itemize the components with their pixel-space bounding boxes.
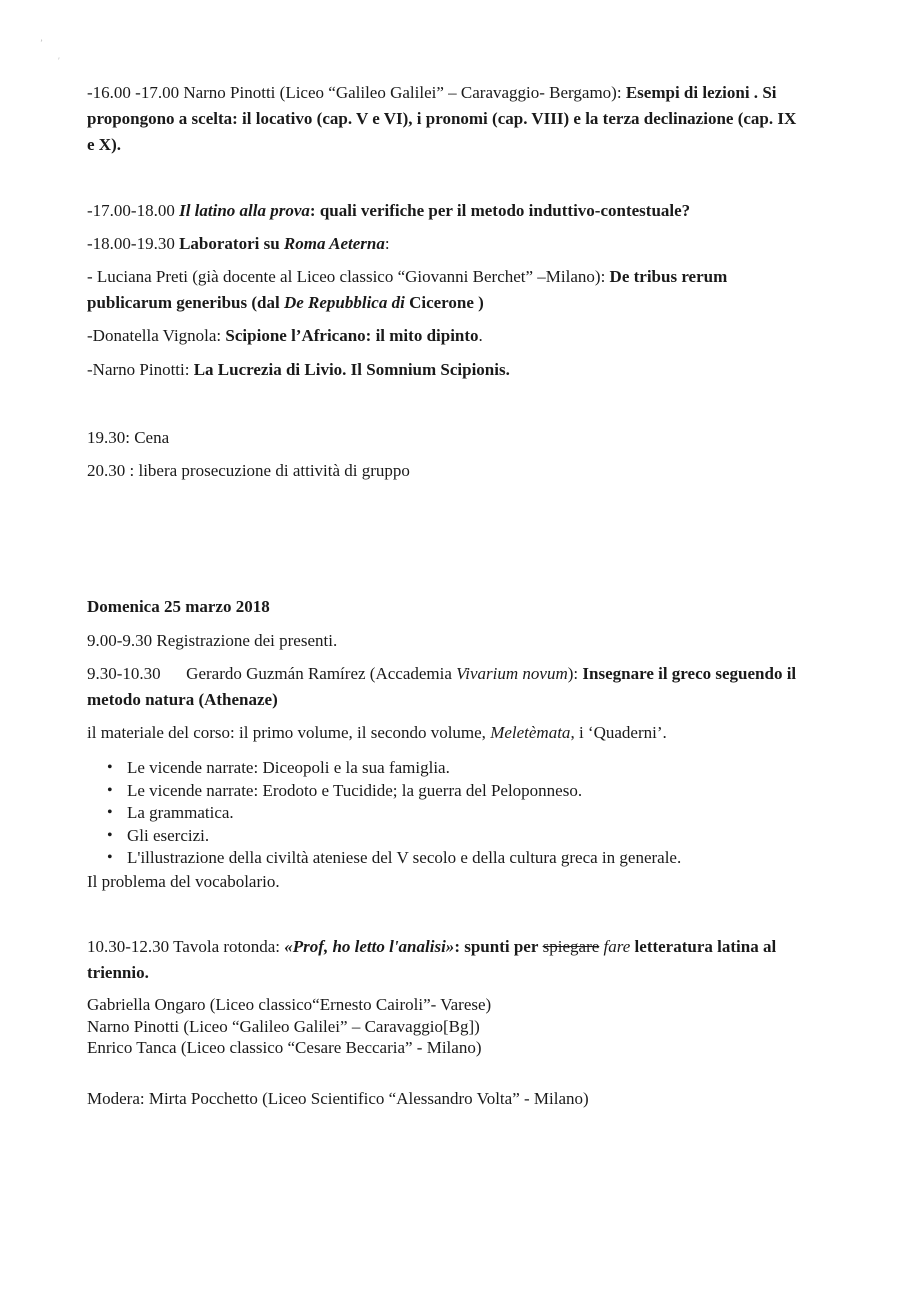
materials-end: , i ‘Quaderni’. [570, 723, 667, 742]
list-item: • La grammatica. [127, 802, 807, 825]
day-heading: Domenica 25 marzo 2018 [87, 597, 270, 616]
lab-speaker: - Luciana Preti (già docente al Liceo classico “Giovanni Berchet” –Milano): [87, 267, 606, 286]
session-laboratori [87, 231, 807, 257]
session-title-italic: Il latino alla prova [179, 201, 310, 220]
lab-title-italic: De Repubblica di [283, 293, 405, 312]
lab-title: La Lucrezia di Livio. Il Somnium Scipionis. [193, 360, 510, 379]
dinner-line: 19.30: Cena [87, 428, 170, 447]
session-time: -16.00 -17.00 [87, 83, 180, 102]
speaker-end: ): [567, 664, 579, 683]
lab-speaker: -Donatella Vignola: [87, 326, 222, 345]
scan-speck: ’ [40, 38, 43, 48]
lab-item-pinotti [87, 357, 807, 383]
session-line [87, 80, 807, 158]
course-materials-line [87, 720, 807, 746]
moderator-line: Modera: Mirta Pocchetto (Liceo Scientifico “Alessandro Volta” - Milano) [87, 1089, 589, 1108]
session-time: 9.30-10.30 [87, 664, 161, 683]
list-item: • Gli esercizi. [127, 825, 807, 848]
registration-line: 9.00-9.30 Registrazione dei presenti. [87, 631, 338, 650]
panel-member: Enrico Tanca (Liceo classico “Cesare Beccaria” - Milano) [87, 1038, 482, 1057]
session-speaker: Narno Pinotti (Liceo “Galileo Galilei” – Caravaggio- Bergamo): [183, 83, 622, 102]
session-speaker-italic: Vivarium novum [456, 664, 568, 683]
session-description: Si propongono a scelta: il locativo (cap. V e VI), i pronomi (cap. VIII) e la terza declinazione (cap. IX e X). [87, 83, 797, 154]
lab-item-preti [87, 264, 807, 316]
session-time: -17.00-18.00 [87, 201, 175, 220]
panel-list [87, 994, 807, 1059]
session-roundtable [87, 934, 807, 986]
session-title: Esempi di lezioni . [625, 83, 759, 102]
colon: : [384, 234, 390, 253]
session-greek [87, 661, 807, 713]
lab-title: De tribus rerum publicarum generibus (dal [87, 267, 728, 312]
session-title: Laboratori su [179, 234, 280, 253]
replacement-word: fare [603, 937, 631, 956]
session-title-end: letteratura latina al triennio. [87, 937, 777, 982]
materials-italic: Meletèmata [490, 723, 571, 742]
list-item: • L'illustrazione della civiltà ateniese del V secolo e della cultura greca in generale. [127, 847, 807, 870]
session-title-italic: Roma Aeterna [283, 234, 385, 253]
lab-title: Scipione l’Africano: il mito dipinto [225, 326, 479, 345]
vocabulary-line: Il problema del vocabolario. [87, 872, 280, 891]
list-item: • Le vicende narrate: Diceopoli e la sua famiglia. [127, 757, 807, 780]
session-title: : quali verifiche per il metodo induttivo-contestuale? [309, 201, 691, 220]
session-quote: «Prof, ho letto l'analisi» [284, 937, 455, 956]
topics-list [87, 757, 807, 870]
session-time: -18.00-19.30 [87, 234, 175, 253]
session-verifiche [87, 198, 807, 224]
session-title: : spunti per [454, 937, 539, 956]
period: . [478, 326, 483, 345]
materials-text: il materiale del corso: il primo volume, il secondo volume, [87, 723, 486, 742]
lab-title-end: Cicerone ) [409, 293, 484, 312]
lab-speaker: -Narno Pinotti: [87, 360, 190, 379]
session-title: Insegnare il greco seguendo il metodo natura (Athenaze) [87, 664, 797, 709]
panel-member: Gabriella Ongaro (Liceo classico“Ernesto Cairoli”- Varese) [87, 995, 492, 1014]
list-item: • Le vicende narrate: Erodoto e Tucidide; la guerra del Peloponneso. [127, 780, 807, 803]
lab-item-vignola [87, 323, 807, 349]
scan-speck: ′ [58, 56, 60, 66]
session-lesson-examples [87, 80, 807, 158]
session-time: 10.30-12.30 Tavola rotonda: [87, 937, 281, 956]
free-activity-line: 20.30 : libera prosecuzione di attività di gruppo [87, 461, 410, 480]
panel-member: Narno Pinotti (Liceo “Galileo Galilei” – Caravaggio[Bg]) [87, 1016, 480, 1036]
session-speaker: Gerardo Guzmán Ramírez (Accademia [186, 664, 452, 683]
struck-word: spiegare [542, 937, 600, 956]
